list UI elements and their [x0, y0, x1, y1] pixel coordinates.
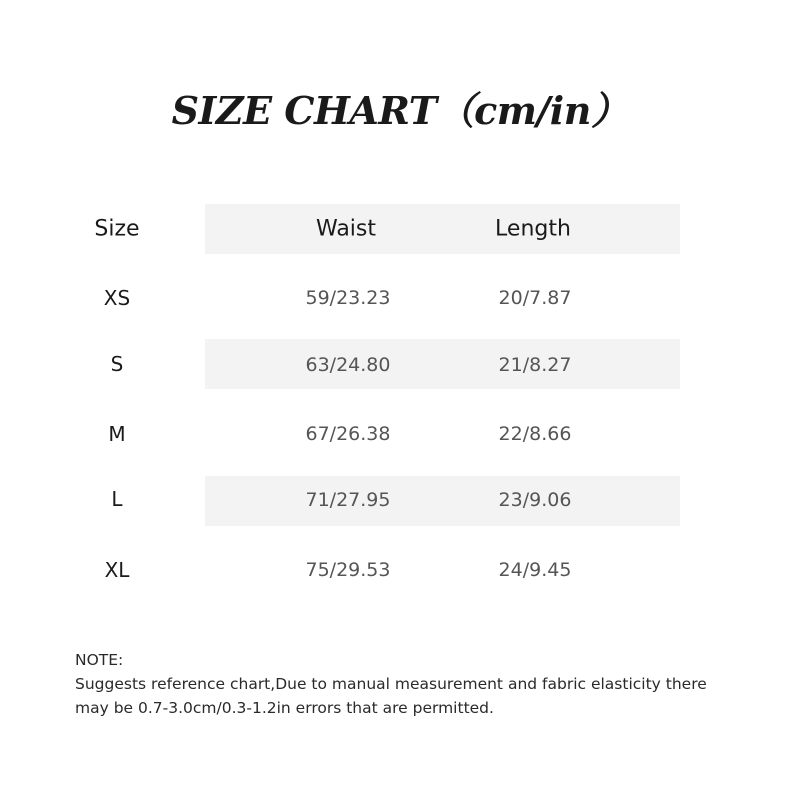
- waist-cell-l: 71/27.95: [305, 489, 391, 511]
- header-row-band: [205, 204, 680, 254]
- length-cell-xs: 20/7.87: [498, 287, 572, 309]
- size-cell-s: S: [110, 352, 124, 376]
- length-cell-l: 23/9.06: [498, 489, 572, 511]
- length-cell-m: 22/8.66: [498, 423, 572, 445]
- waist-cell-m: 67/26.38: [305, 423, 391, 445]
- length-cell-xl: 24/9.45: [498, 559, 572, 581]
- note-text: Suggests reference chart,Due to manual measurement and fabric elasticity there may be 0.7-3.0cm/0.3-1.2in errors that are permitted.: [75, 675, 707, 717]
- column-header-size: Size: [94, 216, 140, 242]
- column-header-length: Length: [495, 216, 571, 242]
- waist-cell-xl: 75/29.53: [305, 559, 391, 581]
- size-cell-m: M: [108, 422, 126, 446]
- size-cell-l: L: [111, 487, 123, 511]
- size-cell-xs: XS: [103, 286, 131, 310]
- waist-cell-xs: 59/23.23: [305, 287, 391, 309]
- note-label: NOTE:: [75, 651, 124, 669]
- waist-cell-s: 63/24.80: [305, 354, 391, 376]
- row-band-s: [205, 339, 680, 389]
- size-cell-xl: XL: [104, 558, 130, 582]
- row-band-l: [205, 476, 680, 526]
- page-title: SIZE CHART（cm/in）: [171, 88, 629, 133]
- length-cell-s: 21/8.27: [498, 354, 572, 376]
- note-block: [75, 648, 725, 720]
- column-header-waist: Waist: [315, 216, 377, 242]
